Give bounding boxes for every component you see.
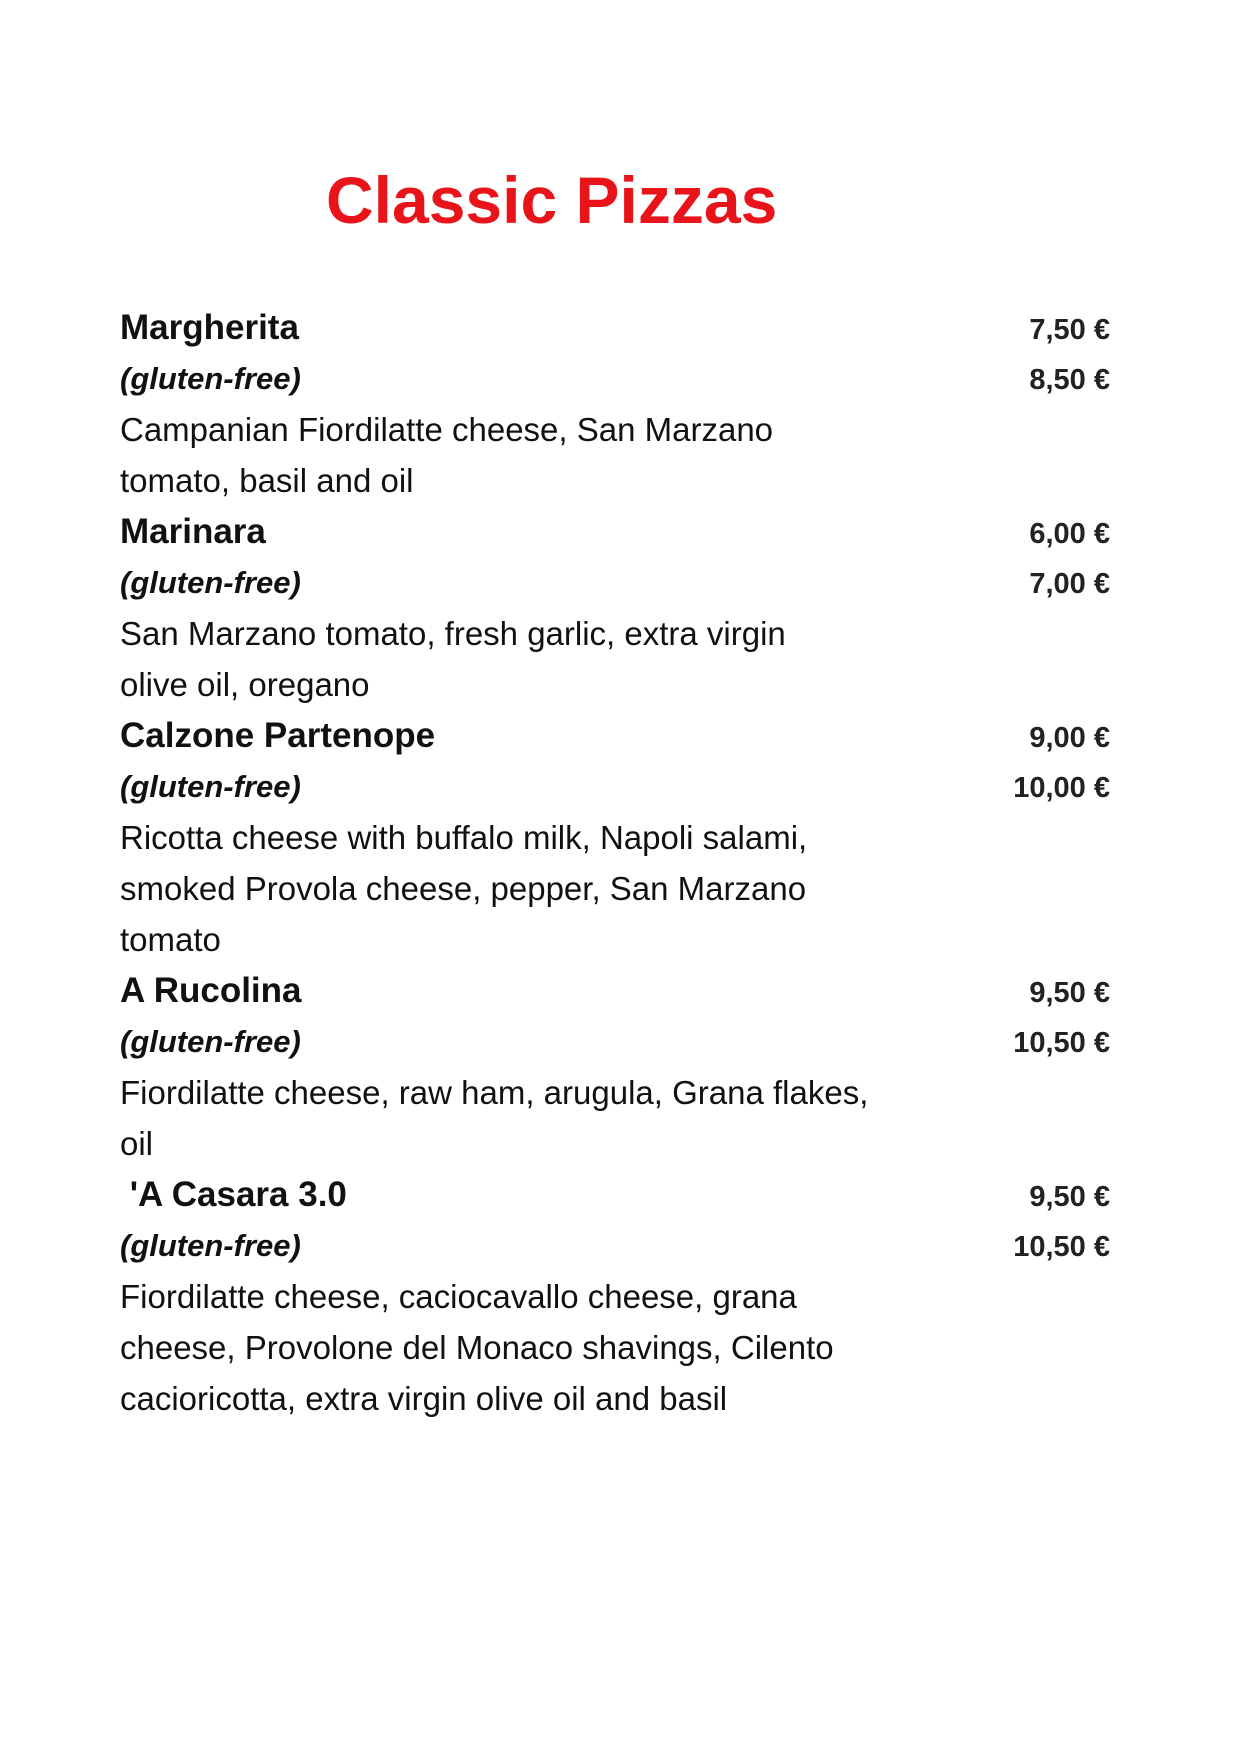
- gluten-free-label: (gluten-free): [120, 769, 301, 804]
- description-line: oil: [120, 1125, 154, 1162]
- description-line: tomato, basil and oil: [120, 462, 414, 499]
- pizza-list: [120, 302, 1110, 1424]
- gluten-free-label: (gluten-free): [120, 361, 301, 396]
- description-line: Fiordilatte cheese, raw ham, arugula, Grana flakes,: [120, 1074, 869, 1111]
- description-line: cheese, Provolone del Monaco shavings, Cilento: [120, 1329, 834, 1366]
- pizza-price: 9,50 €: [1029, 977, 1110, 1009]
- pizza-name-row: [120, 965, 1110, 1016]
- gluten-free-label: (gluten-free): [120, 565, 301, 600]
- gluten-free-row: [120, 557, 1110, 608]
- pizza-price: 7,50 €: [1029, 314, 1110, 346]
- pizza-price: 9,00 €: [1029, 722, 1110, 754]
- gluten-free-price: 8,50 €: [1029, 364, 1110, 396]
- pizza-description: [120, 404, 980, 506]
- pizza-name: Marinara: [120, 512, 266, 551]
- description-line: San Marzano tomato, fresh garlic, extra virgin: [120, 615, 786, 652]
- description-line: smoked Provola cheese, pepper, San Marzano: [120, 870, 807, 907]
- pizza-description: [120, 1067, 980, 1169]
- pizza-item-margherita: [120, 302, 1110, 506]
- gluten-free-price: 10,50 €: [1013, 1231, 1110, 1263]
- description-line: Campanian Fiordilatte cheese, San Marzano: [120, 411, 774, 448]
- pizza-name-row: [120, 302, 1110, 353]
- description-line: Ricotta cheese with buffalo milk, Napoli salami,: [120, 819, 808, 856]
- pizza-name: Margherita: [120, 308, 299, 347]
- pizza-item-a-rucolina: [120, 965, 1110, 1169]
- pizza-price: 9,50 €: [1029, 1181, 1110, 1213]
- gluten-free-price: 7,00 €: [1029, 568, 1110, 600]
- pizza-name-row: [120, 1169, 1110, 1220]
- page-title: Classic Pizzas: [326, 163, 778, 237]
- pizza-item-marinara: [120, 506, 1110, 710]
- gluten-free-row: [120, 1220, 1110, 1271]
- pizza-name: Calzone Partenope: [120, 716, 436, 755]
- pizza-name: A Rucolina: [120, 971, 302, 1010]
- pizza-item-calzone-partenope: [120, 710, 1110, 965]
- pizza-price: 6,00 €: [1029, 518, 1110, 550]
- gluten-free-row: [120, 353, 1110, 404]
- gluten-free-row: [120, 1016, 1110, 1067]
- pizza-name-row: [120, 506, 1110, 557]
- description-line: cacioricotta, extra virgin olive oil and basil: [120, 1380, 728, 1417]
- gluten-free-label: (gluten-free): [120, 1024, 301, 1059]
- pizza-item-a-casara: [120, 1169, 1110, 1424]
- description-line: tomato: [120, 921, 221, 958]
- gluten-free-price: 10,00 €: [1013, 772, 1110, 804]
- gluten-free-label: (gluten-free): [120, 1228, 301, 1263]
- pizza-description: [120, 1271, 980, 1424]
- description-line: Fiordilatte cheese, caciocavallo cheese, grana: [120, 1278, 797, 1315]
- gluten-free-row: [120, 761, 1110, 812]
- pizza-name-row: [120, 710, 1110, 761]
- pizza-description: [120, 608, 980, 710]
- description-line: olive oil, oregano: [120, 666, 370, 703]
- gluten-free-price: 10,50 €: [1013, 1027, 1110, 1059]
- pizza-description: [120, 812, 980, 965]
- pizza-name: 'A Casara 3.0: [120, 1175, 347, 1214]
